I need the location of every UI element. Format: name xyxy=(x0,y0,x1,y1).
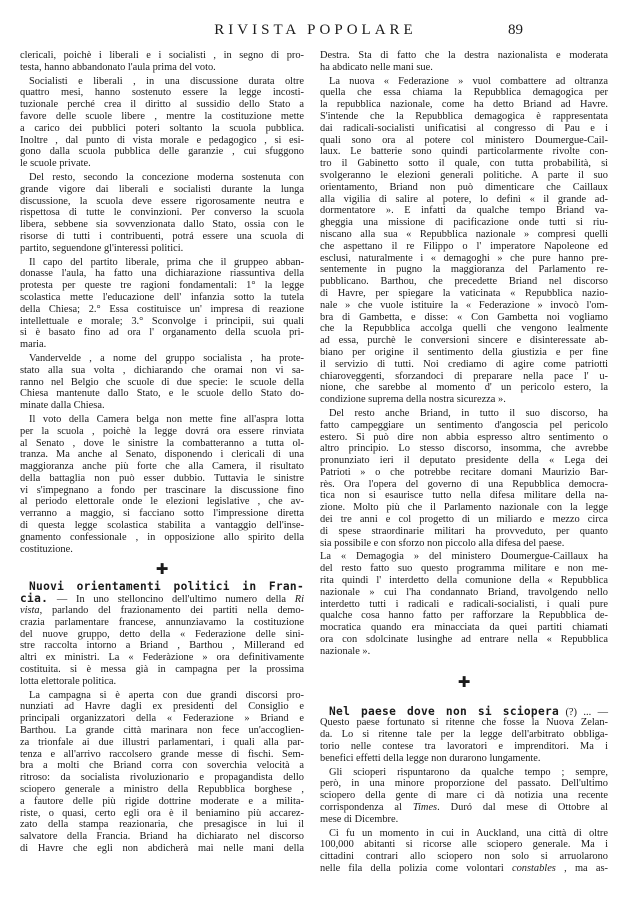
text-line: gheggia una missione di pacificazione onde tutti si riu- xyxy=(320,217,608,229)
text-line: fatto campeggiare un sentimento d'angoscia pel pericolo xyxy=(320,419,608,431)
text-line: rispettosa di tutte le convinzioni. Per converso la scuola xyxy=(20,207,304,219)
text-line: dormentatore ». E infatti da qualche tempo Briand va- xyxy=(320,205,608,217)
text-line: favore delle scuole libere , mentre la costituzione mette xyxy=(20,110,304,122)
text-line: di Havre, per spiegare la vaticinata « Repubblica nazio- xyxy=(320,287,608,299)
left-column xyxy=(20,50,304,855)
text-line: della battaglia non può esser dubbio. Tuttavia le sinistre xyxy=(20,472,304,484)
text-line: costituzione. xyxy=(20,543,73,555)
text-line: svolgeranno le elezioni generali politiche. A parte il suo xyxy=(320,169,608,181)
text-line: della Chiesa; 2.° Essa costituisce un' impresa di reazione xyxy=(20,303,304,315)
text-line: il servizio di tutti. Noi crediamo di agire come patriotti xyxy=(320,358,608,370)
text-line: estero. Si può dire non abbia espresso altro sentimento o xyxy=(320,431,608,443)
text-line: altri ex ministri. La « Federàzione » ora definitivamente xyxy=(20,652,304,664)
text-line: Inoltre , dal punto di vista morale e pedagogico , si esi- xyxy=(20,134,304,146)
paragraph xyxy=(320,408,608,550)
text-line: sciopero della gente di mare ci dà notizia una recente xyxy=(320,790,608,802)
paragraph xyxy=(320,828,608,875)
text-line: pubblicano. Barthou, che precedette Briand nel discorso xyxy=(320,276,608,288)
text-line: Del resto, secondo la concezione moderna sostenuta con xyxy=(29,171,304,183)
text-line: scolastica mette l'educazione dell' infanzia sotto la tutela xyxy=(20,291,304,303)
text-line: lotta elettorale politica. xyxy=(20,675,117,687)
paragraph xyxy=(20,581,304,687)
text-line: sia possibile e con sforzo non piccolo alla difesa del paese. xyxy=(320,537,565,549)
text-line: maggioranza anche più forte che alla Camera, il risultato xyxy=(20,461,304,473)
text-line: si è basato fino ad ora l' organamento della scuola pri- xyxy=(20,327,304,339)
text-span: corrispondenza al xyxy=(320,802,413,814)
text-line: benefici effetti della legge non durarono lungamente. xyxy=(320,752,541,764)
paragraph xyxy=(20,76,304,170)
text-line: al periodo elettorale onde le elezioni legislative , che av- xyxy=(20,496,304,508)
text-span: nelle fila della polizia come volontari xyxy=(320,863,512,874)
text-line: Gli scioperi rispuntarono da qualche tempo ; sempre, xyxy=(329,766,608,778)
text-line: discussione, la scuola deve essere rigorosamente neutra e xyxy=(20,195,304,207)
text-line: altro principio. Lo stesso discorso, insomma, che avrebbe xyxy=(320,443,608,455)
text-line: La nuova « Federazione » vuol combattere ad oltranza xyxy=(329,75,608,87)
italic-text: vista xyxy=(20,605,40,617)
text-line: orientamento, Briand non può dimenticare che Caillaux xyxy=(320,181,608,193)
text-span: . Duró dal mese di Ottobre al xyxy=(437,802,609,814)
text-line: libera, sebbene sia sovvenzionata dallo Stato, ossia con le xyxy=(20,219,304,231)
text-line xyxy=(20,605,304,617)
text-line: da. Lo si ritenne tale per la legge dell'arbitrato obbliga- xyxy=(320,729,608,741)
text-span: , parlando del frazionamento dei partiti nella demo- xyxy=(39,605,304,617)
text-line: protesta per queste tre ragioni fondamentali: 1° la legge xyxy=(20,280,304,292)
text-line: condizione suprema della nostra sicurezza ». xyxy=(320,394,506,406)
text-line: sciopero generale a ministro della Repubblica borghese , xyxy=(20,784,304,796)
text-line: Il capo del partito liberale, prima che il gruppeo abban- xyxy=(29,256,304,268)
text-line: nazionale » cui l'ha condannato Briand, travolgendo nello xyxy=(320,586,608,598)
text-line: ad essa, purchè le conversioni sincere e disinteressate ab- xyxy=(320,335,608,347)
text-line: di Havre che egli non abdicherà mai nelle mani della xyxy=(20,843,304,854)
text-line: tica non si esaurisce tutto nella difesa militare della na- xyxy=(320,490,608,502)
text-line: vi s'impegnano a fondo per trascinare la discussione fino xyxy=(20,484,304,496)
text-line: cittadini contrari allo sciopero non solo si arruolarono xyxy=(320,851,608,863)
text-line: S'intende che la Repubblica demagogica è rappresentata xyxy=(320,110,608,122)
text-line xyxy=(20,581,304,593)
text-line: Socialisti e liberali , in una discussione durata oltre xyxy=(29,75,304,87)
text-line: Barthou. La grande città marinara non fece un'accoglien- xyxy=(20,725,304,737)
text-line: qualche cosa hanno fatto per rafforzare la Repubblica de- xyxy=(320,610,608,622)
italic-text: constables xyxy=(511,863,556,874)
paragraph xyxy=(320,767,608,826)
text-line: minate dalla Chiesa. xyxy=(20,400,105,412)
text-line: che aspettano il re Filippo o l' imperatore Napoleone ed xyxy=(320,240,608,252)
text-line: Patrioti » o che potrebbe recitare domani Maurizio Bar- xyxy=(320,466,608,478)
text-line: verranno a maggio, si facciano sotto l'impressione diretta xyxy=(20,508,304,520)
paragraph xyxy=(20,353,304,412)
paragraph xyxy=(320,551,608,657)
text-line: clericali, poichè i liberali e i socialisti , in segno di pro- xyxy=(20,50,304,61)
text-line: tranza. Ma anche al Senato, disponendo i clericali di una xyxy=(20,449,304,461)
text-line: ora con sdolcinate lusinghe ad entrare nella « Repubblica xyxy=(320,634,608,646)
text-line: crazia parlamentare francese, annunziavamo la costituzione xyxy=(20,616,304,628)
paragraph xyxy=(20,690,304,855)
text-line: sentemente in pugno la maggioranza del Parlamento re- xyxy=(320,264,608,276)
right-column xyxy=(320,50,608,875)
text-line: costituita. si è messa già in campagna per la prossima xyxy=(20,664,304,676)
text-line: La campagna si è aperta con due grandi discorsi pro- xyxy=(29,689,304,701)
text-line: Ci fu un momento in cui in Auckland, una città di oltre xyxy=(329,827,608,839)
text-line: interdetto tutti i radicali e radicali-socialisti, i quali pure xyxy=(320,598,608,610)
text-line: tuzionale perché crea il diritto al sussidio dello Stato a xyxy=(20,99,304,111)
text-line: zato della stampa reazionaria, che presagisce in lui il xyxy=(20,819,304,831)
paragraph xyxy=(20,172,304,255)
page-number: 89 xyxy=(508,22,523,38)
text-line: del resto fatto suo questo programma militare e non me- xyxy=(320,563,608,575)
text-line: testa, hanno abbandonato l'aula prima del voto. xyxy=(20,61,216,73)
text-line: rès. Ora l'opera del governo di una Repubblica democra- xyxy=(320,478,608,490)
paragraph xyxy=(320,706,608,765)
text-line: però, in una minore proporzione del passato. Dell'ultimo xyxy=(320,778,608,790)
paragraph xyxy=(320,76,608,406)
text-line: nunziati ad Havre dagli ex presidenti del Consiglio e xyxy=(20,701,304,713)
text-line xyxy=(20,593,304,605)
text-line: torio nelle contese tra lavoratori e imprenditori. Ma i xyxy=(320,741,608,753)
text-line: chiaroveggenti, sforzandoci di preparare nella pace l' u- xyxy=(320,370,608,382)
text-line: gnamento confessionale , in opposizione allo spirito della xyxy=(20,531,304,543)
text-line: mocratica quando era minacciata da quei partiti chiamati xyxy=(320,622,608,634)
text-line: zione. Molto più che il Parlamento nazionale con la legge xyxy=(320,502,608,514)
text-line: al Senato , dove le sinistre la combatteranno a tutta ol- xyxy=(20,437,304,449)
text-line: dei tre anni e col progetto di un miliardo e mezzo circa xyxy=(320,514,608,526)
text-line: Questo paese fortunato si ritenne che fosse la Nuova Zelan- xyxy=(320,717,608,729)
text-span: (?) ... — xyxy=(559,706,608,718)
text-line: biano per origine il sentimento della giustizia e per fine xyxy=(320,346,608,358)
cross-ornament-icon: ✚ xyxy=(457,672,471,691)
paragraph xyxy=(20,257,304,351)
text-line: niscano alla sua « Repubblica nazionale » compresi quelli xyxy=(320,228,608,240)
section-heading: Nel paese dove non si sciopera xyxy=(329,704,560,718)
text-line: Vandervelde , a nome del gruppo socialista , ha prote- xyxy=(29,352,304,364)
text-line: rita quindi l' interdetto della comunione della « Repubblica xyxy=(320,575,608,587)
text-line: riste, o quasi, certo egli ora è il beniamino più accarez- xyxy=(20,807,304,819)
text-line: za trionfale ai due illustri parlamentari, i quali alla par- xyxy=(20,736,304,748)
paragraph xyxy=(320,50,608,74)
text-line: 100,000 abitanti si ricorse alle sciopero generale. Ma i xyxy=(320,839,608,851)
text-span: — In uno stelloncino dell'ultimo numero della xyxy=(48,594,295,606)
text-line: maria. xyxy=(20,339,47,351)
text-line: stato alla sua volta , dichiarando che oramai non vi sa- xyxy=(20,364,304,376)
paragraph xyxy=(20,414,304,556)
text-line: la repubblica nazionale, come ha detto Briand ad Havre. xyxy=(320,99,608,111)
text-line: laux. Le batterie sono quindi particolarmente rivolte con- xyxy=(320,146,608,158)
text-line: quattro mesi, hanno sostenuto essere la legge incosti- xyxy=(20,87,304,99)
text-line: nale » che vuole istituire la « Federazione » invocò l'om- xyxy=(320,299,608,311)
text-line: partito, seguendone gl'interessi politici. xyxy=(20,242,184,254)
text-line: Chiesa mantenute dallo Stato, e le scuole dello Stato do- xyxy=(20,388,304,400)
text-line: di spese straordinarie militari ha provveduto, per quanto xyxy=(320,525,608,537)
text-line: salvatore della Francia. Briand ha dichiarato nel discorso xyxy=(20,831,304,843)
text-line: Destra. Sta di fatto che la destra nazionalista e moderata xyxy=(320,50,608,61)
text-line: principali organizzatori della « Federazione » Briand e xyxy=(20,713,304,725)
text-line: intellettuale e morale; 3.° Sconvolge i principii, sui quali xyxy=(20,315,304,327)
text-line: per la scuola , poichè la legge dovrá ora essere rinviata xyxy=(20,425,304,437)
text-line: risorse di tutti i contribuenti, potrá essere una scuola di xyxy=(20,230,304,242)
text-line: gono dalla scuola pubblica delle garanzie , cui sfuggono xyxy=(20,146,304,158)
text-line: del nuove gruppo, detto della « Federazione delle sini- xyxy=(20,628,304,640)
italic-text: Ri xyxy=(294,594,304,606)
text-line: ha abdicato nelle mani sue. xyxy=(320,61,433,73)
paragraph xyxy=(20,50,304,74)
text-line: dai radicali-socialisti unificatisi al congresso di Pau e i xyxy=(320,122,608,134)
text-line: bra a molti che Briand corra con soverchia velocità a xyxy=(20,760,304,772)
section-heading: cia. xyxy=(20,592,49,606)
text-line xyxy=(320,863,608,875)
text-line: quali sono ora al potere col ministero Doumergue-Cail- xyxy=(320,134,608,146)
text-line: ritroso: da socialista rivoluzionario e propagandista dello xyxy=(20,772,304,784)
text-line: che la Repubblica accolga quelli che vengono lealmente xyxy=(320,323,608,335)
journal-title: RIVISTA POPOLARE xyxy=(214,22,417,38)
text-line: a fautore delle più rigide dottrine moderate e a milita- xyxy=(20,795,304,807)
text-line: bra di Gambetta, e disse: « Con Gambetta noi vogliamo xyxy=(320,311,608,323)
text-line xyxy=(320,706,608,718)
italic-text: Times xyxy=(412,802,438,814)
text-line: di questa legge scolastica stabilita a vantaggio dell'inse- xyxy=(20,520,304,532)
text-line: donasse l'aula, ha fatto una dichiarazione riassuntiva della xyxy=(20,268,304,280)
text-line: a carico dei pubblici poteri soltanto la scuola pubblica. xyxy=(20,122,304,134)
text-line: pronunziato ieri il deputato presidente della « Lega dei xyxy=(320,455,608,467)
text-line: stre raccolta intorno a Briand , Barthou , Millerand ed xyxy=(20,640,304,652)
text-line xyxy=(320,802,608,814)
text-line: La « Demagogia » del ministero Doumergue-Caillaux ha xyxy=(320,551,608,563)
text-line: quella che essa chiama la Repubblica demagogica per xyxy=(320,87,608,99)
text-line: ranno nel Belgio che scuole di due specie: le scuole della xyxy=(20,376,304,388)
text-line: tro il Gabinetto sotto il quale, con tutta probabilità, si xyxy=(320,158,608,170)
text-line: grande vigore dai liberali e socialisti durante la lunga xyxy=(20,183,304,195)
cross-ornament-icon: ✚ xyxy=(155,560,169,579)
text-line: mese di Dicembre. xyxy=(320,813,399,825)
text-line: le scuole private. xyxy=(20,158,91,170)
section-heading: Nuovi orientamenti politici in Fran- xyxy=(29,580,304,594)
text-line: Del resto anche Briand, in tutto il suo discorso, ha xyxy=(329,407,608,419)
text-line: alla vigilia di salire al potere, lo definì « il grande ad- xyxy=(320,193,608,205)
text-line: nione, che sarebbe al momento d' un pericolo estero, la xyxy=(320,382,608,394)
text-line: tenza e all'arrivo raccolsero grande messe di fischi. Sem- xyxy=(20,748,304,760)
text-line: esclusi, naturalmente i « demagoghi » che pure hanno pre- xyxy=(320,252,608,264)
text-line: nazionale ». xyxy=(320,645,371,657)
text-span: , ma as- xyxy=(555,863,608,874)
text-line: Il voto della Camera belga non mette fine all'aspra lotta xyxy=(29,413,304,425)
